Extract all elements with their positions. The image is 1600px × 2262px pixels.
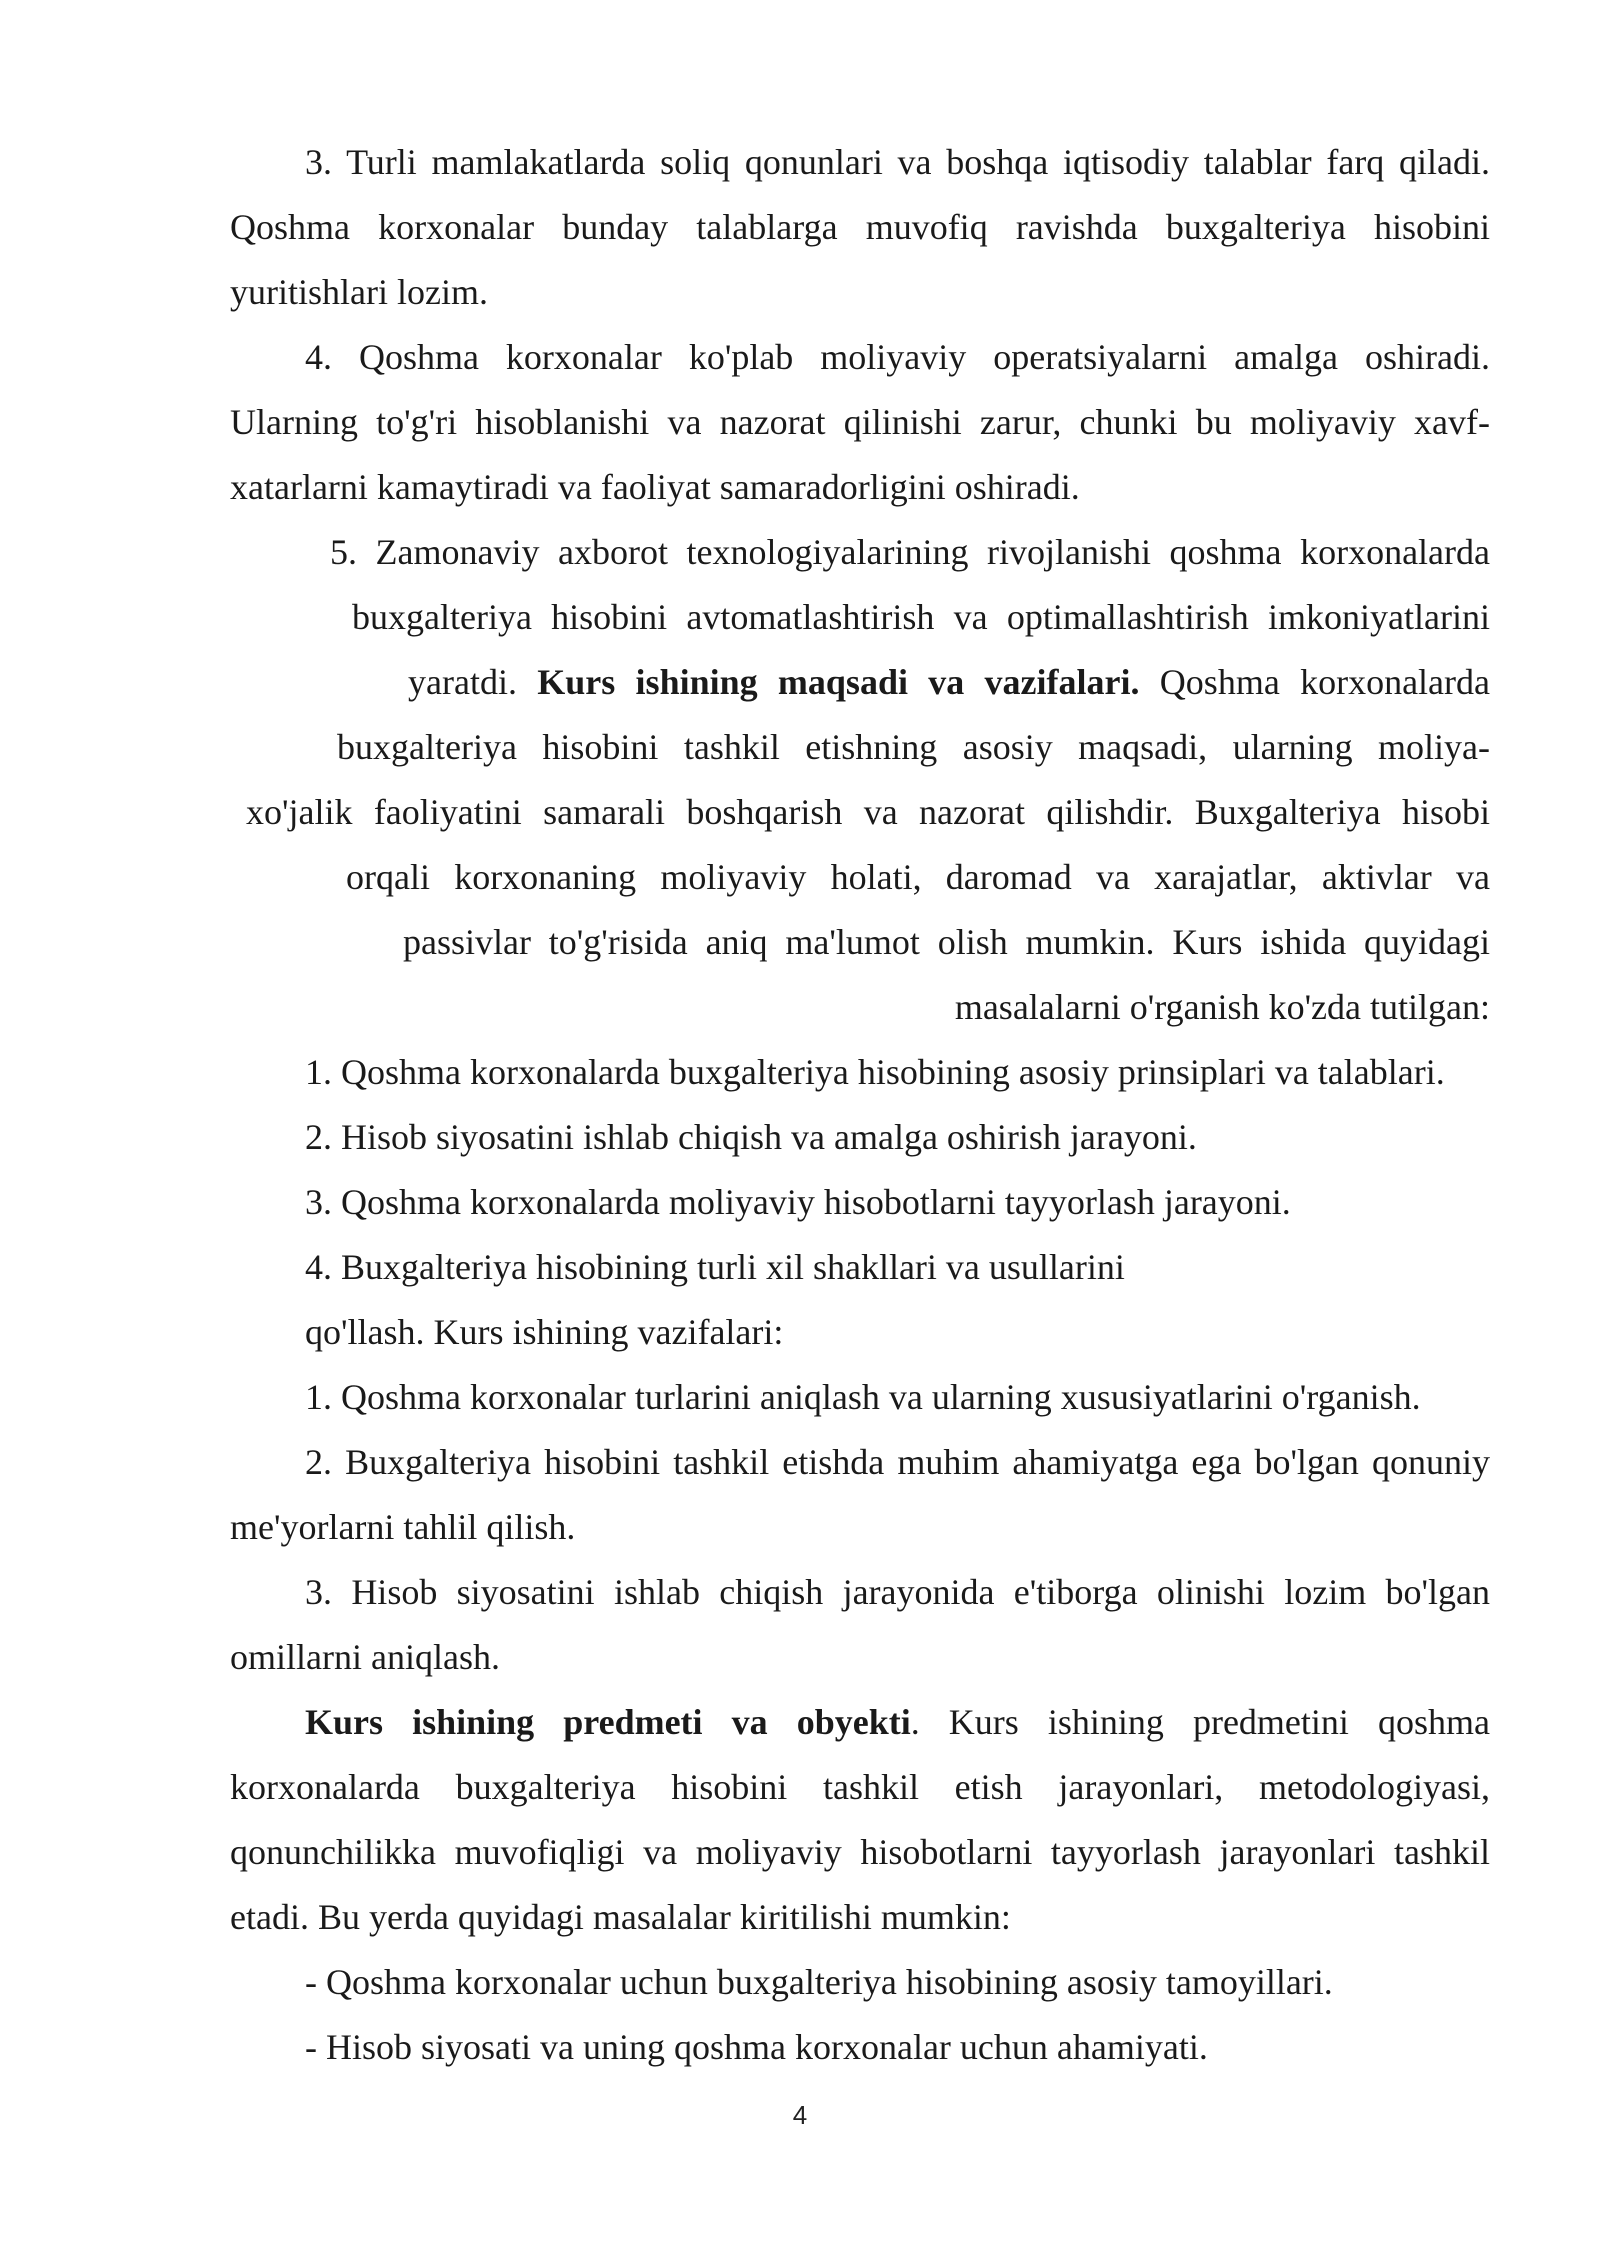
paragraph-line: xo'jalik faoliyatini samarali boshqarish va nazorat qilishdir. Buxgalteriya hisobi <box>246 792 1490 832</box>
paragraph-line: orqali korxonaning moliyaviy holati, daromad va xarajatlar, aktivlar va <box>346 857 1490 897</box>
bullet-item: - Qoshma korxonalar uchun buxgalteriya hisobining asosiy tamoyillari. <box>305 1962 1333 2002</box>
paragraph-line: 3. Turli mamlakatlarda soliq qonunlari va boshqa iqtisodiy talablar farq qiladi. <box>305 142 1490 182</box>
paragraph-line: Qoshma korxonalar bunday talablarga muvofiq ravishda buxgalteriya hisobini <box>230 207 1490 247</box>
list-item: 2. Hisob siyosatini ishlab chiqish va amalga oshirish jarayoni. <box>305 1117 1197 1157</box>
paragraph-line: buxgalteriya hisobini tashkil etishning asosiy maqsadi, ularning moliya- <box>337 727 1490 767</box>
line-text: yaratdi. <box>408 662 538 702</box>
paragraph-line-with-heading <box>408 662 1490 702</box>
list-item: qo'llash. Kurs ishining vazifalari: <box>305 1312 784 1352</box>
paragraph-line: 5. Zamonaviy axborot texnologiyalarining rivojlanishi qoshma korxonalarda <box>330 532 1490 572</box>
paragraph-line: xatarlarni kamaytiradi va faoliyat samaradorligini oshiradi. <box>230 467 1080 507</box>
section-heading-inline: Kurs ishining maqsadi va vazifalari. <box>537 662 1140 702</box>
paragraph-line: qonunchilikka muvofiqligi va moliyaviy hisobotlarni tayyorlash jarayonlari tashkil <box>230 1832 1490 1872</box>
list-item: 3. Qoshma korxonalarda moliyaviy hisobotlarni tayyorlash jarayoni. <box>305 1182 1291 1222</box>
paragraph-line-with-heading <box>305 1702 1490 1742</box>
paragraph-line: buxgalteriya hisobini avtomatlashtirish va optimallashtirish imkoniyatlarini <box>352 597 1490 637</box>
list-item: 4. Buxgalteriya hisobining turli xil shakllari va usullarini <box>305 1247 1125 1287</box>
list-item: 1. Qoshma korxonalar turlarini aniqlash va ularning xususiyatlarini o'rganish. <box>305 1377 1421 1417</box>
paragraph-line: Ularning to'g'ri hisoblanishi va nazorat qilinishi zarur, chunki bu moliyaviy xavf- <box>230 402 1490 442</box>
paragraph-line: etadi. Bu yerda quyidagi masalalar kiritilishi mumkin: <box>230 1897 1011 1937</box>
paragraph-line: passivlar to'g'risida aniq ma'lumot olish mumkin. Kurs ishida quyidagi <box>403 922 1490 962</box>
paragraph-line: yuritishlari lozim. <box>230 272 488 312</box>
page-number: 4 <box>792 2100 808 2130</box>
section-heading-inline: Kurs ishining predmeti va obyekti <box>305 1702 911 1742</box>
line-text: Qoshma korxonalarda <box>1139 662 1491 702</box>
list-item-continuation: omillarni aniqlash. <box>230 1637 500 1677</box>
list-item-continuation: me'yorlarni tahlil qilish. <box>230 1507 576 1547</box>
paragraph-line: korxonalarda buxgalteriya hisobini tashkil etish jarayonlari, metodologiyasi, <box>230 1767 1490 1807</box>
paragraph-line: 4. Qoshma korxonalar ko'plab moliyaviy operatsiyalarni amalga oshiradi. <box>305 337 1490 377</box>
line-text: . Kurs ishining predmetini qoshma <box>910 1702 1490 1742</box>
list-item: 3. Hisob siyosatini ishlab chiqish jarayonida e'tiborga olinishi lozim bo'lgan <box>305 1572 1490 1612</box>
list-item: 1. Qoshma korxonalarda buxgalteriya hisobining asosiy prinsiplari va talablari. <box>305 1052 1445 1092</box>
list-item: 2. Buxgalteriya hisobini tashkil etishda muhim ahamiyatga ega bo'lgan qonuniy <box>305 1442 1490 1482</box>
paragraph-line: masalalarni o'rganish ko'zda tutilgan: <box>954 987 1490 1027</box>
bullet-item: - Hisob siyosati va uning qoshma korxonalar uchun ahamiyati. <box>305 2027 1208 2067</box>
